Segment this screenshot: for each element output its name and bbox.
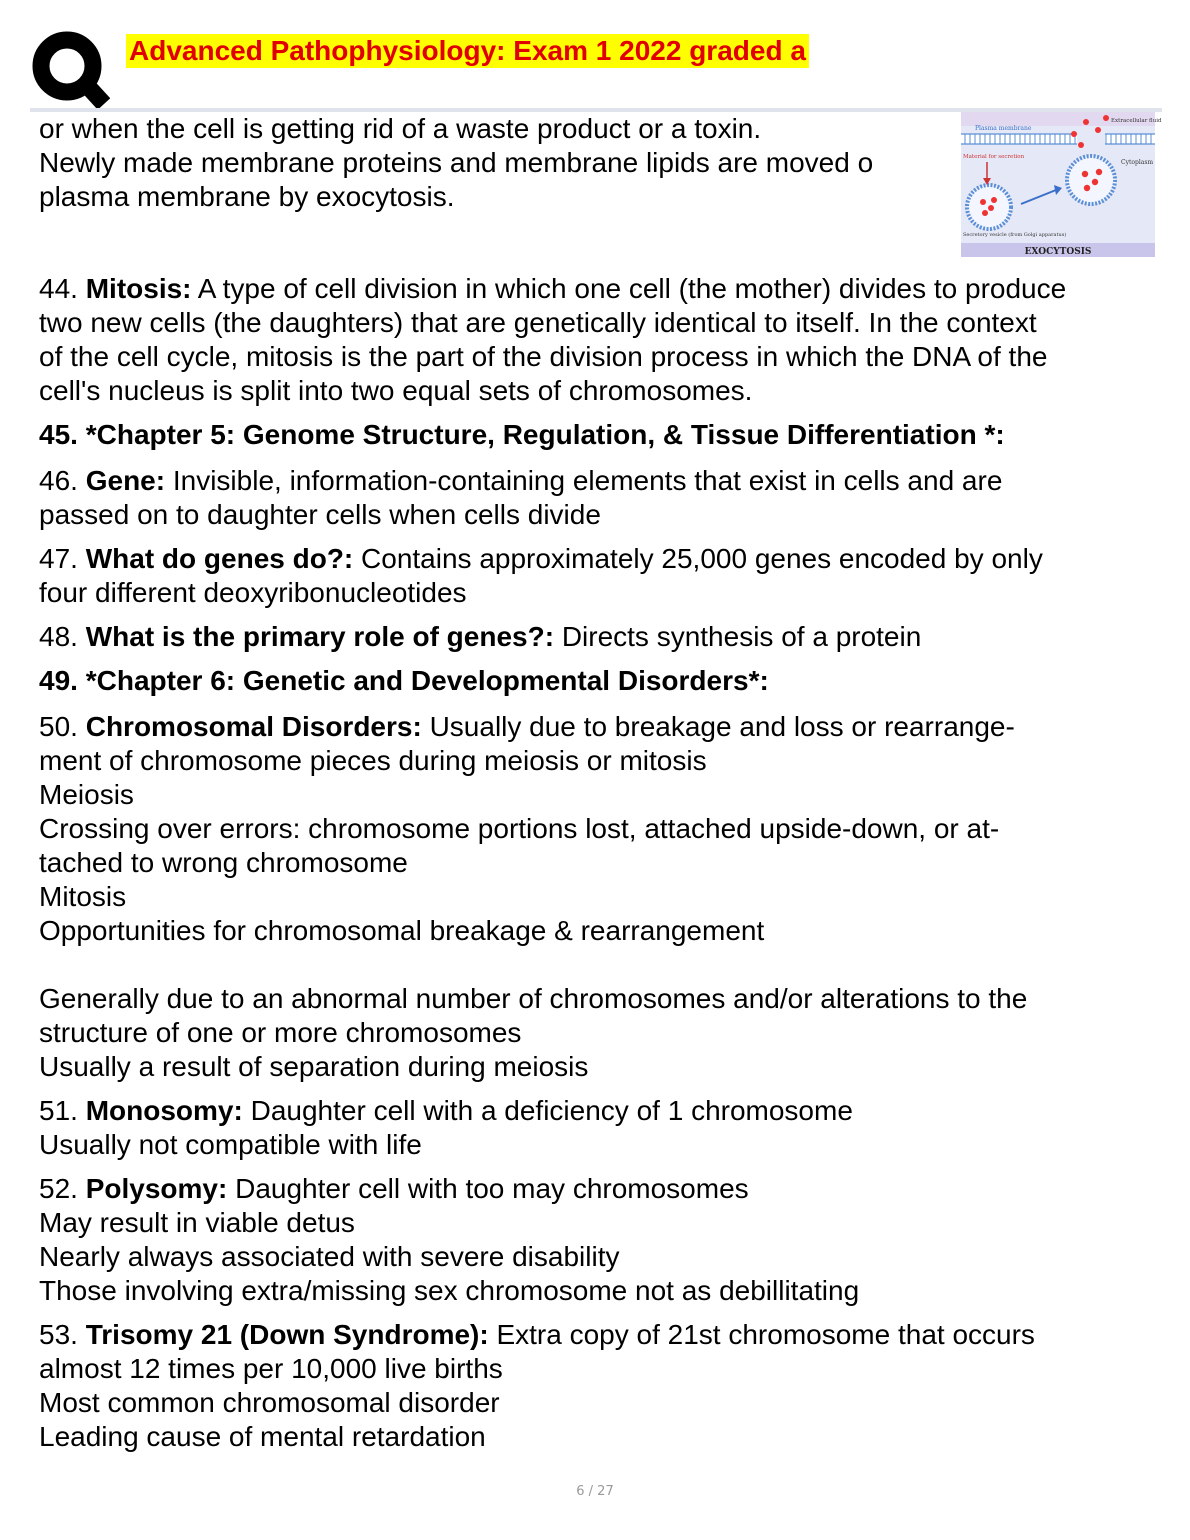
entry-definition-line: Usually a result of separation during meiosis xyxy=(39,1051,589,1082)
entry-term: What do genes do?: xyxy=(85,543,354,574)
entry-first-line xyxy=(39,664,1159,698)
document-title: Advanced Pathophysiology: Exam 1 2022 graded a xyxy=(126,34,809,68)
entry-definition-line: Mitosis xyxy=(39,881,127,912)
entry-definition-line: four different deoxyribonucleotides xyxy=(39,577,467,608)
entry-number: 47. xyxy=(39,543,78,574)
entry-term: Mitosis: xyxy=(85,273,192,304)
chapter-heading xyxy=(39,664,1159,698)
entry-definition-line: almost 12 times per 10,000 live births xyxy=(39,1353,503,1384)
figure-label-material: Material for secretion xyxy=(963,154,1025,160)
entry-definition-line: ment of chromosome pieces during meiosis or mitosis xyxy=(39,745,707,776)
heading-text: *Chapter 6: Genetic and Developmental Disorders*: xyxy=(85,665,769,696)
entry-number: 51. xyxy=(39,1095,78,1126)
entry-definition: Extra copy of 21st chromosome that occurs xyxy=(496,1319,1035,1350)
entry-number: 50. xyxy=(39,711,78,742)
entry-definition: Daughter cell with a deficiency of 1 chromosome xyxy=(250,1095,853,1126)
figure-label-vesicle: Secretory vesicle (from Golgi apparatus) xyxy=(963,232,1067,238)
continuation-line: Newly made membrane proteins and membrane lipids are moved o xyxy=(39,147,874,178)
entry-first-line xyxy=(39,1172,1159,1206)
entry-definition-line: structure of one or more chromosomes xyxy=(39,1017,522,1048)
entry-definition-line: Nearly always associated with severe disability xyxy=(39,1241,620,1272)
entry-definition-line: Usually not compatible with life xyxy=(39,1129,422,1160)
entry-first-line xyxy=(39,418,1159,452)
continuation-line: plasma membrane by exocytosis. xyxy=(39,181,455,212)
glossary-entry xyxy=(39,1094,1159,1162)
entry-definition-line: Those involving extra/missing sex chromosome not as debillitating xyxy=(39,1275,860,1306)
entry-list xyxy=(39,272,1159,1454)
entry-number: 52. xyxy=(39,1173,78,1204)
continuation-block xyxy=(39,112,1162,272)
figure-label-membrane: Plasma membrane xyxy=(975,125,1032,132)
continuation-line: or when the cell is getting rid of a waste product or a toxin. xyxy=(39,113,762,144)
entry-definition-line: Opportunities for chromosomal breakage & rearrangement xyxy=(39,915,765,946)
entry-definition-line: cell's nucleus is split into two equal sets of chromosomes. xyxy=(39,375,753,406)
entry-definition: Contains approximately 25,000 genes encoded by only xyxy=(361,543,1043,574)
entry-definition-line: Most common chromosomal disorder xyxy=(39,1387,500,1418)
glossary-entry xyxy=(39,542,1159,610)
figure-label-cytoplasm: Cytoplasm xyxy=(1121,159,1154,166)
entry-number: 44. xyxy=(39,273,78,304)
glossary-entry xyxy=(39,272,1159,408)
entry-first-line xyxy=(39,620,1159,654)
entry-first-line xyxy=(39,1094,1159,1128)
entry-first-line xyxy=(39,710,1159,744)
entry-number: 45. xyxy=(39,419,78,450)
entry-definition: Usually due to breakage and loss or rearrange- xyxy=(429,711,1015,742)
quizlet-logo-icon xyxy=(30,30,110,110)
entry-definition: Directs synthesis of a protein xyxy=(561,621,922,652)
entry-definition-line: two new cells (the daughters) that are genetically identical to itself. In the context xyxy=(39,307,1037,338)
page-content xyxy=(39,112,1162,1464)
entry-term: Chromosomal Disorders: xyxy=(85,711,422,742)
entry-number: 49. xyxy=(39,665,78,696)
figure-caption: EXOCYTOSIS xyxy=(1024,247,1092,257)
entry-definition: Invisible, information-containing elements that exist in cells and are xyxy=(172,465,1003,496)
entry-term: Trisomy 21 (Down Syndrome): xyxy=(85,1319,489,1350)
entry-definition-line: Leading cause of mental retardation xyxy=(39,1421,486,1452)
entry-definition-line: of the cell cycle, mitosis is the part of the division process in which the DNA of the xyxy=(39,341,1048,372)
entry-definition-line: passed on to daughter cells when cells divide xyxy=(39,499,601,530)
entry-definition-line: May result in viable detus xyxy=(39,1207,355,1238)
entry-number: 48. xyxy=(39,621,78,652)
glossary-entry xyxy=(39,710,1159,1084)
entry-term: Monosomy: xyxy=(85,1095,243,1126)
entry-definition: A type of cell division in which one cell (the mother) divides to produce xyxy=(197,273,1067,304)
entry-first-line xyxy=(39,1318,1159,1352)
entry-first-line xyxy=(39,542,1159,576)
glossary-entry xyxy=(39,1172,1159,1308)
entry-definition: Daughter cell with too may chromosomes xyxy=(235,1173,749,1204)
exocytosis-figure xyxy=(961,112,1162,257)
entry-definition-line: Meiosis xyxy=(39,779,134,810)
entry-first-line xyxy=(39,272,1159,306)
entry-number: 53. xyxy=(39,1319,78,1350)
entry-first-line xyxy=(39,464,1159,498)
entry-definition-line: Generally due to an abnormal number of chromosomes and/or alterations to the xyxy=(39,983,1028,1014)
entry-number: 46. xyxy=(39,465,78,496)
entry-term: What is the primary role of genes?: xyxy=(85,621,555,652)
entry-term: Gene: xyxy=(85,465,166,496)
entry-definition-line: tached to wrong chromosome xyxy=(39,847,408,878)
glossary-entry xyxy=(39,464,1159,532)
entry-term: Polysomy: xyxy=(85,1173,228,1204)
heading-text: *Chapter 5: Genome Structure, Regulation, & Tissue Differentiation *: xyxy=(85,419,1005,450)
entry-definition-line: Crossing over errors: chromosome portions lost, attached upside-down, or at- xyxy=(39,813,1000,844)
glossary-entry xyxy=(39,1318,1159,1454)
continuation-text xyxy=(39,112,979,214)
figure-label-extracellular: Extracellular fluid xyxy=(1111,118,1162,124)
chapter-heading xyxy=(39,418,1159,452)
glossary-entry xyxy=(39,620,1159,654)
blank-line xyxy=(39,948,1159,982)
page-indicator: 6 / 27 xyxy=(576,1484,614,1499)
